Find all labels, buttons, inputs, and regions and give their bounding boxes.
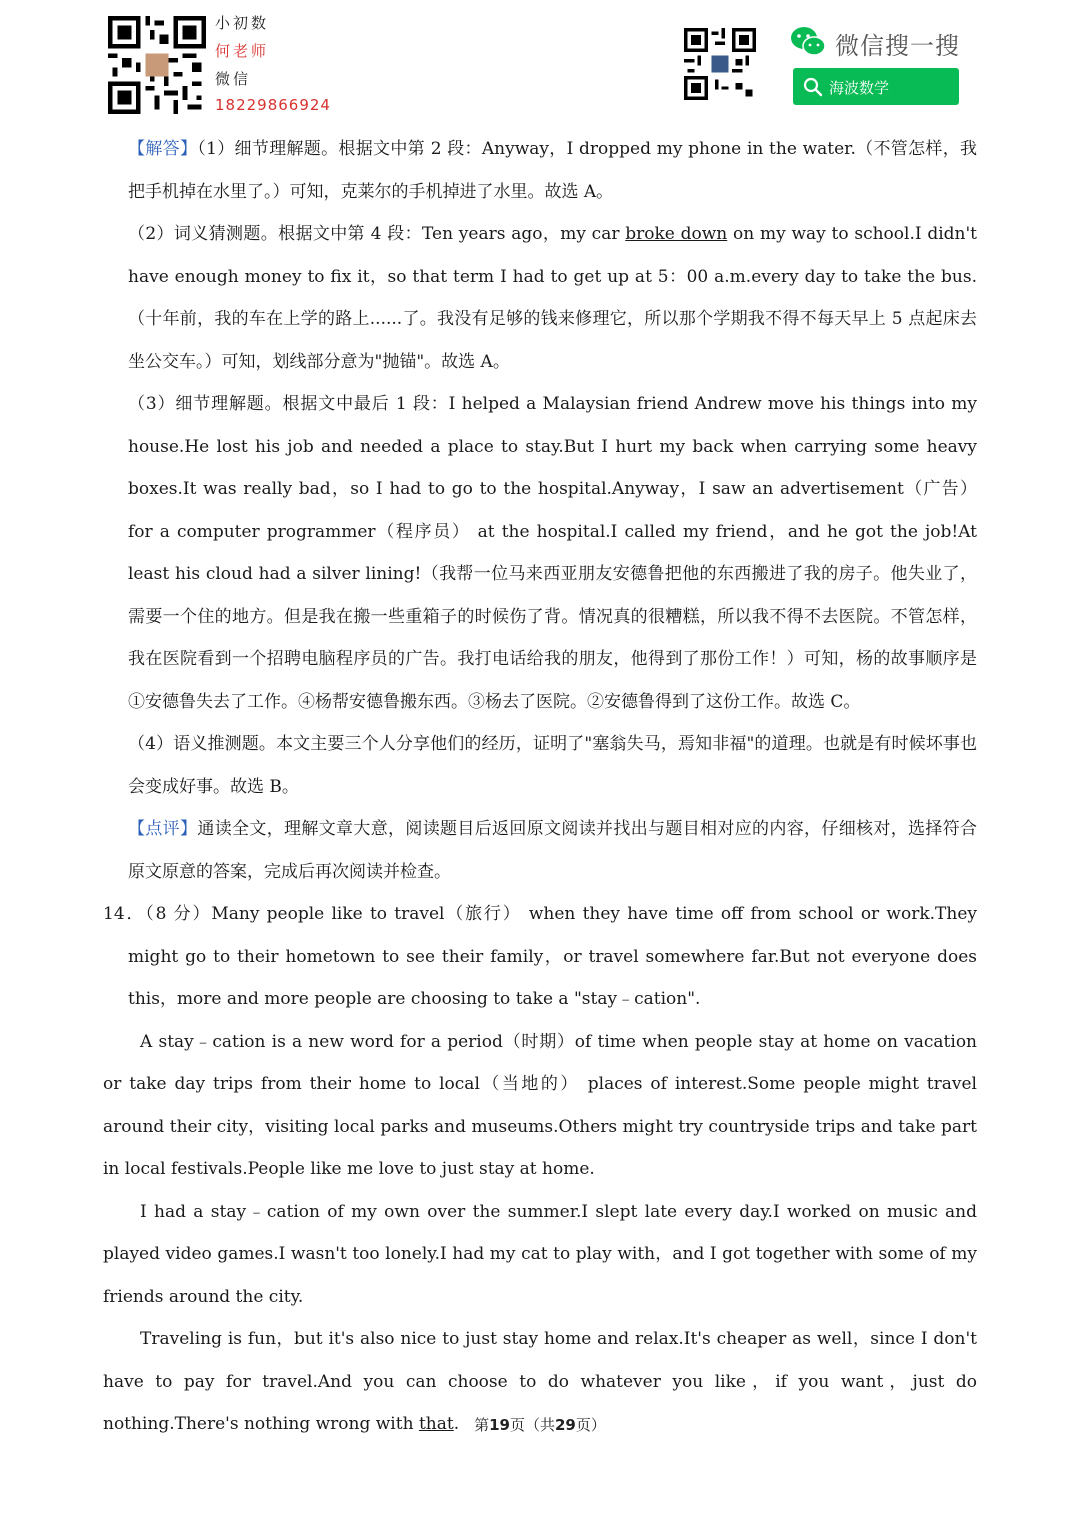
passage-paragraph-3: Traveling is fun，but it's also nice to just stay home and relax.It's cheaper as well，since I don't have to pay for travel.And you can choose to do whatever you like，if you want，just do nothing.There's nothing wrong with that. [103, 1329, 977, 1434]
search-icon [803, 77, 823, 97]
comment-tag: 【点评】 [128, 819, 198, 839]
passage-paragraph-1: A stay﹣cation is a new word for a period（时期）of time when people stay at home on vacation or take day trips from their home to local（当地的） places of interest.Some people might travel around their city，visiting local parks and museums.Others might try countryside trips and take part in local festivals.People like me love to just stay at home. [103, 1031, 977, 1179]
underlined-word: that [418, 1414, 454, 1434]
handwriting-phone: 18229866924 [215, 96, 331, 114]
page-footer: 第19页（共29页） [474, 1416, 606, 1434]
underlined-phrase: broke down [625, 224, 728, 244]
wechat-logo-icon [790, 26, 826, 58]
handwriting-line-3: 微信 [215, 70, 252, 88]
answer-paragraph-3: （3）细节理解题。根据文中最后 1 段：I helped a Malaysian friend Andrew move his things into my house.He lost his job and needed a place to stay.But I hurt my back when carrying some heavy boxes.It was really bad，so I had to go to the hospital.Anyway，I saw an advertisement（广告） for a computer programmer（程序员） at the hospital.I called my friend，and he got the job!At least his cloud had a silver lining!（我帮一位马来西亚朋友安德鲁把他的东西搬进了我的房子。他失业了，需要一个住的地方。但是我在搬一些重箱子的时候伤了背。情况真的很糟糕，所以我不得不去医院。不管怎样，我在医院看到一个招聘电脑程序员的广告。我打电话给我的朋友，他得到了那份工作！）可知，杨的故事顺序是①安德鲁失去了工作。④杨帮安德鲁搬东西。③杨去了医院。②安德鲁得到了这份工作。故选 C。 [128, 394, 977, 712]
current-page-number: 19 [489, 1416, 510, 1434]
wechat-search-title: 微信搜一搜 [835, 32, 960, 60]
wechat-search-label: 海波数学 [829, 79, 890, 97]
answer-paragraph-2: （2）词义猜测题。根据文中第 4 段：Ten years ago，my car broke down on my way to school.I didn't have enough money to fix it，so that term I had to get up at 5：00 a.m.every day to take the bus.（十年前，我的车在上学的路上......了。我没有足够的钱来修理它，所以那个学期我不得不每天早上 5 点起床去坐公交车。）可知，划线部分意为"抛锚"。故选 A。 [128, 224, 977, 372]
page-header [0, 0, 1080, 125]
comment-paragraph: 【点评】通读全文，理解文章大意，阅读题目后返回原文阅读并找出与题目相对应的内容，仔细核对，选择符合原文原意的答案，完成后再次阅读并检查。 [128, 819, 978, 882]
answer-tag: 【解答】 [128, 139, 198, 159]
qr-code-right [684, 28, 756, 100]
answer-paragraph-1: 【解答】（1）细节理解题。根据文中第 2 段：Anyway，I dropped my phone in the water.（不管怎样，我把手机掉在水里了。）可知，克莱尔的手机掉进了水里。故选 A。 [128, 139, 978, 202]
total-page-number: 29 [555, 1416, 576, 1434]
answer-paragraph-4: （4）语义推测题。本文主要三个人分享他们的经历，证明了"塞翁失马，焉知非福"的道理。也就是有时候坏事也会变成好事。故选 B。 [128, 734, 977, 797]
qr-code-left [108, 16, 206, 114]
wechat-search-button[interactable] [793, 68, 959, 105]
document-body [103, 128, 977, 1446]
passage-paragraph-2: I had a stay﹣cation of my own over the summer.I slept late every day.I worked on music and played video games.I wasn't too lonely.I had my cat to play with，and I got together with some of my friends around the city. [103, 1201, 977, 1307]
question-14-intro: 14．（8 分）Many people like to travel（旅行） when they have time off from school or work.They might go to their hometown to see their family，or travel somewhere far.But not everyone does this，more and more people are choosing to take a "stay﹣cation". [103, 904, 977, 1009]
handwriting-line-1: 小初数 [215, 14, 270, 32]
handwriting-line-2: 何老师 [215, 42, 270, 60]
